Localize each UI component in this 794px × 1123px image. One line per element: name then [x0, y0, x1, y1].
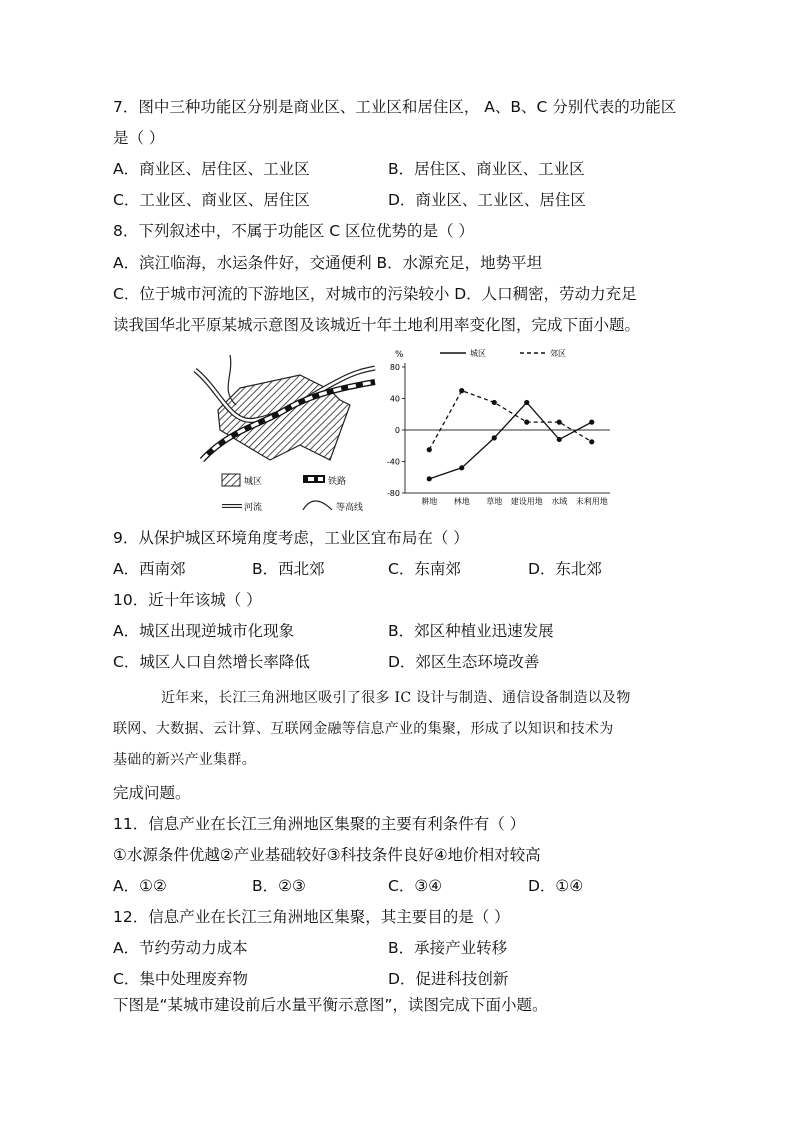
passage-line2: 联网、大数据、云计算、互联网金融等信息产业的集聚，形成了以知识和技术为 — [113, 721, 614, 737]
passage-line1: 近年来，长江三角洲地区吸引了很多 IC 设计与制造、通信设备制造以及物 — [161, 690, 631, 706]
q7-option-d: D．商业区、工业区、居住区 — [388, 191, 586, 209]
q11-option-a: A．①② — [113, 877, 167, 895]
x-tick-label: 草地 — [486, 497, 503, 506]
q7-option-c: C．工业区、商业区、居住区 — [113, 191, 310, 209]
series-point-0-2 — [492, 435, 497, 440]
series-point-0-5 — [589, 420, 594, 425]
legend-label-0: 城区 — [470, 349, 486, 358]
series-point-0-0 — [427, 476, 432, 481]
q10-option-a: A．城区出现逆城市化现象 — [113, 622, 295, 640]
series-point-1-3 — [524, 420, 529, 425]
city-map — [190, 350, 380, 520]
q7-stem-line1: 7．图中三种功能区分别是商业区、工业区和居住区， A、B、C 分别代表的功能区 — [113, 98, 677, 116]
q11-option-b: B．②③ — [252, 877, 306, 895]
series-point-0-1 — [459, 465, 464, 470]
q7-option-b: B．居住区、商业区、工业区 — [388, 160, 585, 178]
q9-stem: 9．从保护城区环境角度考虑，工业区宜布局在（ ） — [113, 529, 469, 547]
passage-line3: 基础的新兴产业集群。 — [113, 752, 256, 768]
passage-prompt: 完成问题。 — [113, 784, 191, 802]
legend-label-1: 郊区 — [550, 349, 566, 358]
q12-option-a: A．节约劳动力成本 — [113, 939, 248, 957]
legend-city-label: 城区 — [244, 477, 263, 487]
y-tick-label: -40 — [386, 457, 400, 467]
legend-city-swatch — [222, 474, 240, 486]
q8-stem: 8．下列叙述中，不属于功能区 C 区位优势的是（ ） — [113, 222, 474, 240]
legend-railway-label: 铁路 — [328, 477, 347, 487]
q11-stem: 11．信息产业在长江三角洲地区集聚的主要有利条件有（ ） — [113, 815, 526, 833]
series-point-1-2 — [492, 400, 497, 405]
land-use-chart — [385, 345, 620, 515]
x-tick-label: 耕地 — [421, 497, 438, 506]
y-axis-unit: % — [395, 350, 404, 360]
next-figure-intro: 下图是“某城市建设前后水量平衡示意图”，读图完成下面小题。 — [113, 996, 548, 1014]
map-intro: 读我国华北平原某城示意图及该城近十年土地利用率变化图，完成下面小题。 — [113, 316, 641, 334]
q12-option-d: D．促进科技创新 — [388, 970, 509, 988]
series-point-1-5 — [589, 439, 594, 444]
legend-river-label: 河流 — [244, 503, 263, 513]
q9-option-b: B．西北郊 — [252, 560, 325, 578]
q9-option-a: A．西南郊 — [113, 560, 186, 578]
q10-stem: 10．近十年该城（ ） — [113, 591, 262, 609]
legend-contour-label: 等高线 — [336, 503, 364, 513]
series-point-0-4 — [557, 437, 562, 442]
q10-option-d: D．郊区生态环境改善 — [388, 653, 540, 671]
q12-stem: 12．信息产业在长江三角洲地区集聚，其主要目的是（ ） — [113, 908, 510, 926]
q10-option-c: C．城区人口自然增长率降低 — [113, 653, 310, 671]
series-point-1-4 — [557, 420, 562, 425]
q9-option-d: D．东北郊 — [528, 560, 602, 578]
q12-option-c: C．集中处理废弃物 — [113, 970, 248, 988]
q12-option-b: B．承接产业转移 — [388, 939, 508, 957]
series-line-0 — [429, 402, 592, 478]
y-tick-label: 40 — [389, 394, 400, 404]
q8-option-ab: A．滨江临海，水运条件好，交通便利 B．水源充足，地势平坦 — [113, 254, 543, 272]
x-tick-label: 林地 — [453, 497, 470, 506]
x-tick-label: 未利用地 — [575, 497, 608, 506]
y-tick-label: -80 — [386, 489, 400, 498]
q8-option-cd: C．位于城市河流的下游地区，对城市的污染较小 D．人口稠密，劳动力充足 — [113, 285, 637, 303]
q10-option-b: B．郊区种植业迅速发展 — [388, 622, 554, 640]
x-tick-label: 水域 — [551, 497, 568, 506]
q11-option-d: D．①④ — [528, 877, 584, 895]
series-point-1-1 — [459, 388, 464, 393]
q7-option-a: A．商业区、居住区、工业区 — [113, 160, 310, 178]
y-tick-label: 0 — [394, 426, 400, 435]
series-point-1-0 — [427, 447, 432, 452]
q11-conditions: ①水源条件优越②产业基础较好③科技条件良好④地价相对较高 — [113, 846, 541, 864]
legend-contour-swatch — [303, 501, 332, 510]
q11-option-c: C．③④ — [388, 877, 443, 895]
x-tick-label: 建设用地 — [510, 497, 543, 506]
q7-stem-line2: 是（ ） — [113, 129, 165, 147]
y-tick-label: 80 — [389, 363, 400, 372]
series-point-0-3 — [524, 400, 529, 405]
q9-option-c: C．东南郊 — [388, 560, 461, 578]
